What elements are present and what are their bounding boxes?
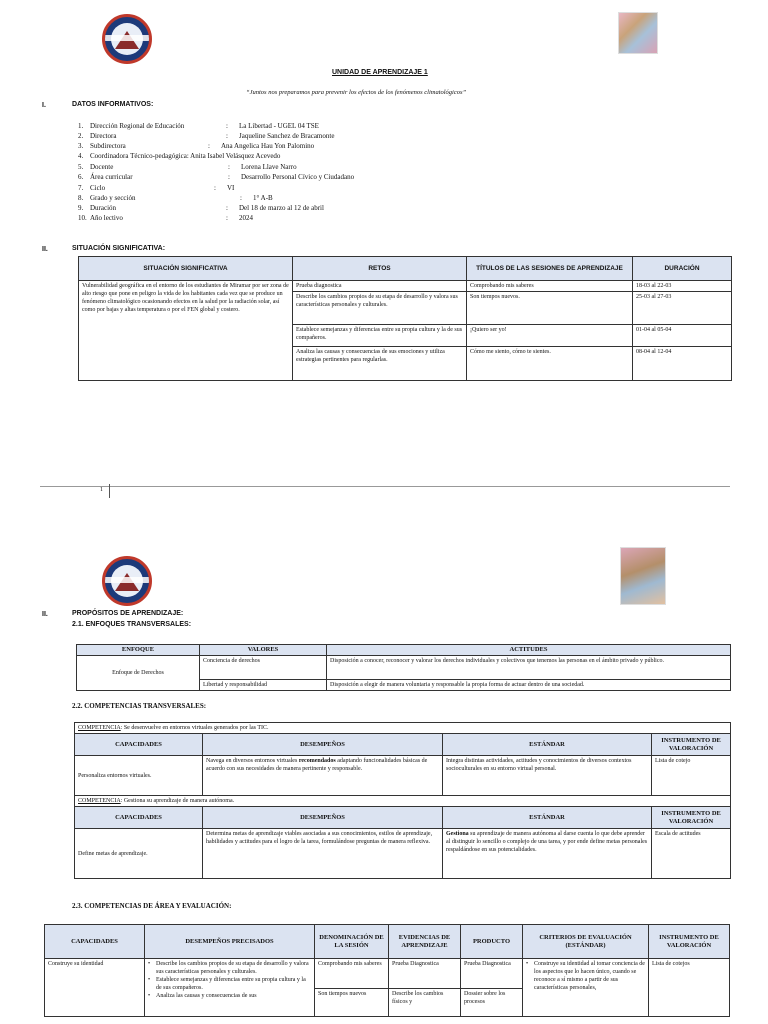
table-cell: Navega en diversos entornos virtuales recomendados adaptando funcionalidades básicas de acuerdo con sus necesidades de manera pertinente y responsable. [203,756,443,796]
table-cell: Define metas de aprendizaje. [75,829,203,879]
table-cell: Son tiempos nuevos. [467,292,633,325]
page-footer-line [40,486,730,487]
list-item: • Construye su identidad al tomar conciencia de los aspectos que lo hacen único, cuando se reconoce a sí mismo a partir de sus características personales, [526,960,645,992]
table-cell: Escala de actitudes [652,829,731,879]
area-evaluation-table [44,924,730,1017]
competencias-table [74,722,731,879]
section-heading: SITUACIÓN SIGNIFICATIVA: [72,245,166,252]
table-cell: Lista de cotejos [649,959,730,1017]
column-header: DESEMPEÑOS [203,807,443,829]
section-number: II. [42,246,48,253]
column-header: ESTÁNDAR [443,734,652,756]
column-header: DESEMPEÑOS [203,734,443,756]
table-cell: Personaliza entornos virtuales. [75,756,203,796]
column-header: VALORES [200,645,327,656]
subsection-heading: 2.3. COMPETENCIAS DE ÁREA Y EVALUACIÓN: [72,902,232,910]
column-header: DENOMINACIÓN DE LA SESIÓN [315,925,389,959]
unit-title: UNIDAD DE APRENDIZAJE 1 [332,69,428,76]
table-cell: Disposición a conocer, reconocer y valorar los derechos individuales y colectivos que tenemos las personas en el ámbito privado y público. [327,656,731,680]
info-item: 10. Año lectivo : 2024 [78,214,253,222]
table-cell: Construye su identidad [45,959,145,1017]
criteria-cell [523,959,649,1017]
subsection-heading: 2.1. ENFOQUES TRANSVERSALES: [72,621,192,628]
column-header: RETOS [293,257,467,281]
section-number: II. [42,611,48,618]
column-header: CAPACIDADES [75,734,203,756]
list-item: • Analiza las causas y consecuencias de sus [148,992,311,1000]
column-header: INSTRUMENTO DE VALORACIÓN [652,734,731,756]
competence-row: COMPETENCIA: Gestiona su aprendizaje de manera autónoma. [75,796,731,807]
unit-motto: “Juntos nos preparamos para prevenir los efectos de los fenómenos climatológicos” [246,89,467,96]
table-cell: ¡Quiero ser yo! [467,325,633,347]
table-cell: Dossier sobre los procesos [461,989,523,1017]
column-header: EVIDENCIAS DE APRENDIZAJE [389,925,461,959]
column-header: TÍTULOS DE LAS SESIONES DE APRENDIZAJE [467,257,633,281]
column-header: DURACIÓN [633,257,732,281]
table-cell: Establece semejanzas y diferencias entre su propia cultura y la de sus compañeros. [293,325,467,347]
list-item: • Describe los cambios propios de su etapa de desarrollo y valora sus características personales y culturales. [148,960,311,976]
column-header: ESTÁNDAR [443,807,652,829]
info-item: 6. Área curricular : Desarrollo Personal Cívico y Ciudadano [78,173,355,181]
info-item: 8. Grado y sección : 1° A-B [78,194,273,202]
table-cell: Conciencia de derechos [200,656,327,680]
table-cell: Analiza las causas y consecuencias de sus emociones y utiliza estrategias pertinentes para regularlas. [293,347,467,381]
column-header: CAPACIDADES [75,807,203,829]
column-header: DESEMPEÑOS PRECISADOS [145,925,315,959]
table-cell: Prueba diagnostica [293,281,467,292]
list-item: • Establece semejanzas y diferencias entre su propia cultura y la de sus compañeros. [148,976,311,992]
info-item: 3. Subdirectora : Ana Angelica Hau Yon Palomino [78,142,315,150]
column-header: CAPACIDADES [45,925,145,959]
info-item: 5. Docente : Lorena Llave Narro [78,163,297,171]
table-cell: Prueba Diagnostica [461,959,523,989]
table-cell: Gestiona su aprendizaje de manera autónoma al darse cuenta lo que debe aprender al distinguir lo sencillo o complejo de una tarea, y por ende define metas personales respaldándose en sus potencialidades. [443,829,652,879]
column-header: ENFOQUE [77,645,200,656]
info-item: 2. Directora : Jaqueline Sanchez de Bracamonte [78,132,335,140]
column-header: ACTITUDES [327,645,731,656]
section-number: I. [42,102,46,109]
school-logo [102,14,152,64]
desempenos-cell [145,959,315,1017]
school-logo [102,556,152,606]
table-cell: Describe los cambios propios de su etapa de desarrollo y valora sus características personales y culturales. [293,292,467,325]
page-number: 1 [100,487,103,493]
situation-text: Vulnerabilidad geográfica en el entorno de los estudiantes de Miramar por ser zona de alto riesgo que pone en peligro la vida de los habitantes cada vez que se produce un fenómeno climatológico ocasionando efectos en la salud por la radiación solar, así como por bajas y altas temperatura o por el FEN global y costero. [79,281,293,381]
competence-row: COMPETENCIA: Se desenvuelve en entornos virtuales generados por las TIC. [75,723,731,734]
table-cell: 18-03 al 22-03 [633,281,732,292]
table-cell: Lista de cotejo [652,756,731,796]
table-cell: 01-04 al 05-04 [633,325,732,347]
table-cell: Comprobando mis saberes [315,959,389,989]
situation-table [78,256,732,381]
table-cell: Describe los cambios físicos y [389,989,461,1017]
subsection-heading: 2.2. COMPETENCIAS TRANSVERSALES: [72,702,207,710]
table-cell: 25-03 al 27-03 [633,292,732,325]
column-header: CRITERIOS DE EVALUACIÓN (ESTÁNDAR) [523,925,649,959]
column-header: INSTRUMENTO DE VALORACIÓN [649,925,730,959]
table-cell: 08-04 al 12-04 [633,347,732,381]
table-cell: Comprobando mis saberes [467,281,633,292]
column-header: INSTRUMENTO DE VALORACIÓN [652,807,731,829]
column-header: PRODUCTO [461,925,523,959]
enfoque-name: Enfoque de Derechos [77,656,200,691]
info-item: 1. Dirección Regional de Educación : La Libertad - UGEL 04 TSE [78,122,319,130]
enfoque-table [76,644,731,691]
table-cell: Integra distintas actividades, actitudes y conocimientos de diversos contextos socioculturales en su entorno virtual personal. [443,756,652,796]
table-cell: Prueba Diagnostica [389,959,461,989]
column-header: SITUACIÓN SIGNIFICATIVA [79,257,293,281]
table-cell: Libertad y responsabilidad [200,680,327,691]
section-heading: PROPÓSITOS DE APRENDIZAJE: [72,610,184,617]
info-item: 4. Coordinadora Técnico-pedagógica: Anita Isabel Velásquez Acevedo [78,152,281,160]
decorative-image [618,12,658,54]
footer-divider [109,484,110,498]
decorative-image [620,547,666,605]
table-cell: Determina metas de aprendizaje viables asociadas a sus conocimientos, estilos de aprendizaje, habilidades y actitudes para el logro de la tarea, formulándose preguntas de manera reflexiva. [203,829,443,879]
table-cell: Disposición a elegir de manera voluntaria y responsable la propia forma de actuar dentro de una sociedad. [327,680,731,691]
info-item: 9. Duración : Del 18 de marzo al 12 de abril [78,204,324,212]
table-cell: Cómo me siento, cómo te sientes. [467,347,633,381]
table-cell: Son tiempos nuevos [315,989,389,1017]
section-heading: DATOS INFORMATIVOS: [72,101,154,108]
info-item: 7. Ciclo : VI [78,184,235,192]
